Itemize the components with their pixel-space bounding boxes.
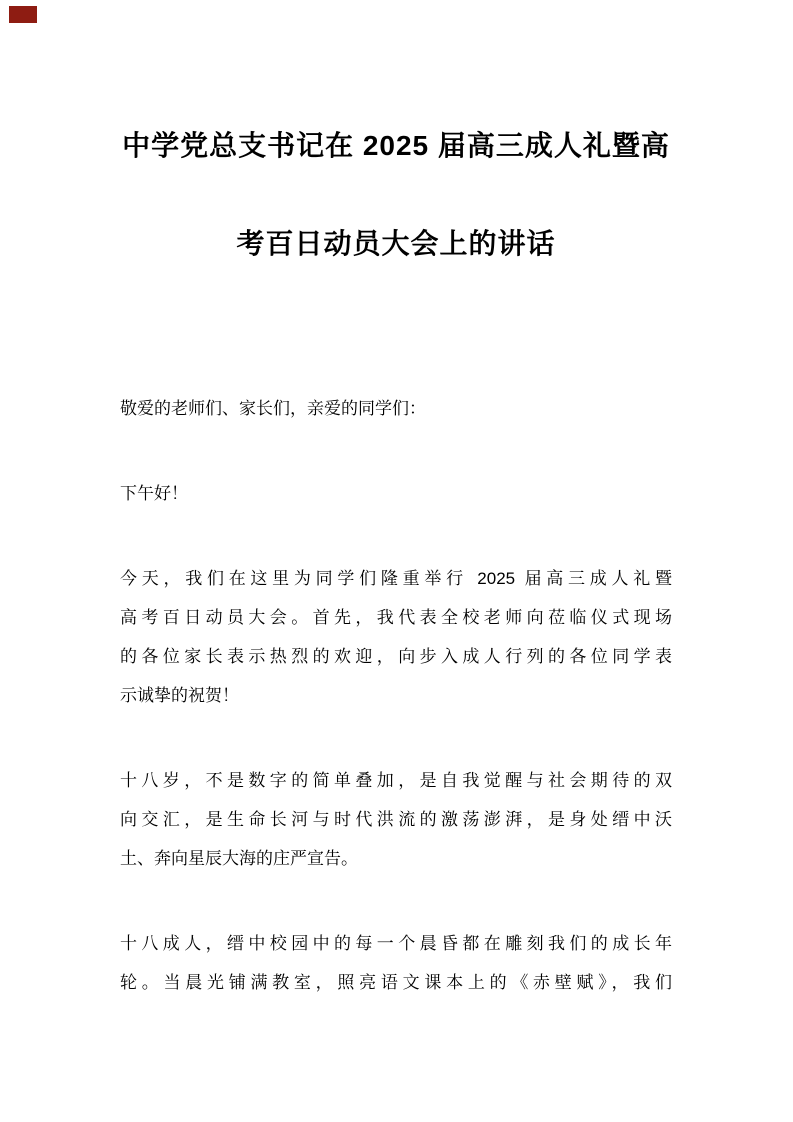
- document-title-line-2: 考百日动员大会上的讲话: [236, 228, 556, 259]
- text-line: 土、奔向星辰大海的庄严宣告。: [120, 849, 358, 868]
- text-line: 轮。当晨光铺满教室，照亮语文课本上的《赤壁赋》，我们: [120, 973, 672, 992]
- text-line: 十八成人，缙中校园中的每一个晨昏都在雕刻我们的成长年: [120, 934, 672, 953]
- text-line: 示诚挚的祝贺！: [120, 686, 239, 705]
- document-title: [120, 97, 672, 293]
- paragraph: [120, 761, 672, 878]
- body-paragraphs: [120, 389, 672, 1002]
- text-line: 向交汇，是生命长河与时代洪流的激荡澎湃，是身处缙中沃: [120, 810, 672, 829]
- corner-mark: [9, 6, 37, 23]
- text-line: 高考百日动员大会。首先，我代表全校老师向莅临仪式现场: [120, 608, 672, 627]
- text-line: 今天，我们在这里为同学们隆重举行 2025 届高三成人礼暨: [120, 569, 672, 588]
- paragraph: [120, 559, 672, 715]
- paragraph: [120, 389, 672, 428]
- document-title-line-1: 中学党总支书记在 2025 届高三成人礼暨高: [122, 130, 670, 161]
- text-line: 下午好！: [120, 484, 188, 503]
- paragraph: [120, 924, 672, 1002]
- text-line: 十八岁，不是数字的简单叠加，是自我觉醒与社会期待的双: [120, 771, 672, 790]
- text-line: 敬爱的老师们、家长们，亲爱的同学们：: [120, 399, 426, 418]
- paragraph: [120, 474, 672, 513]
- text-line: 的各位家长表示热烈的欢迎，向步入成人行列的各位同学表: [120, 647, 672, 666]
